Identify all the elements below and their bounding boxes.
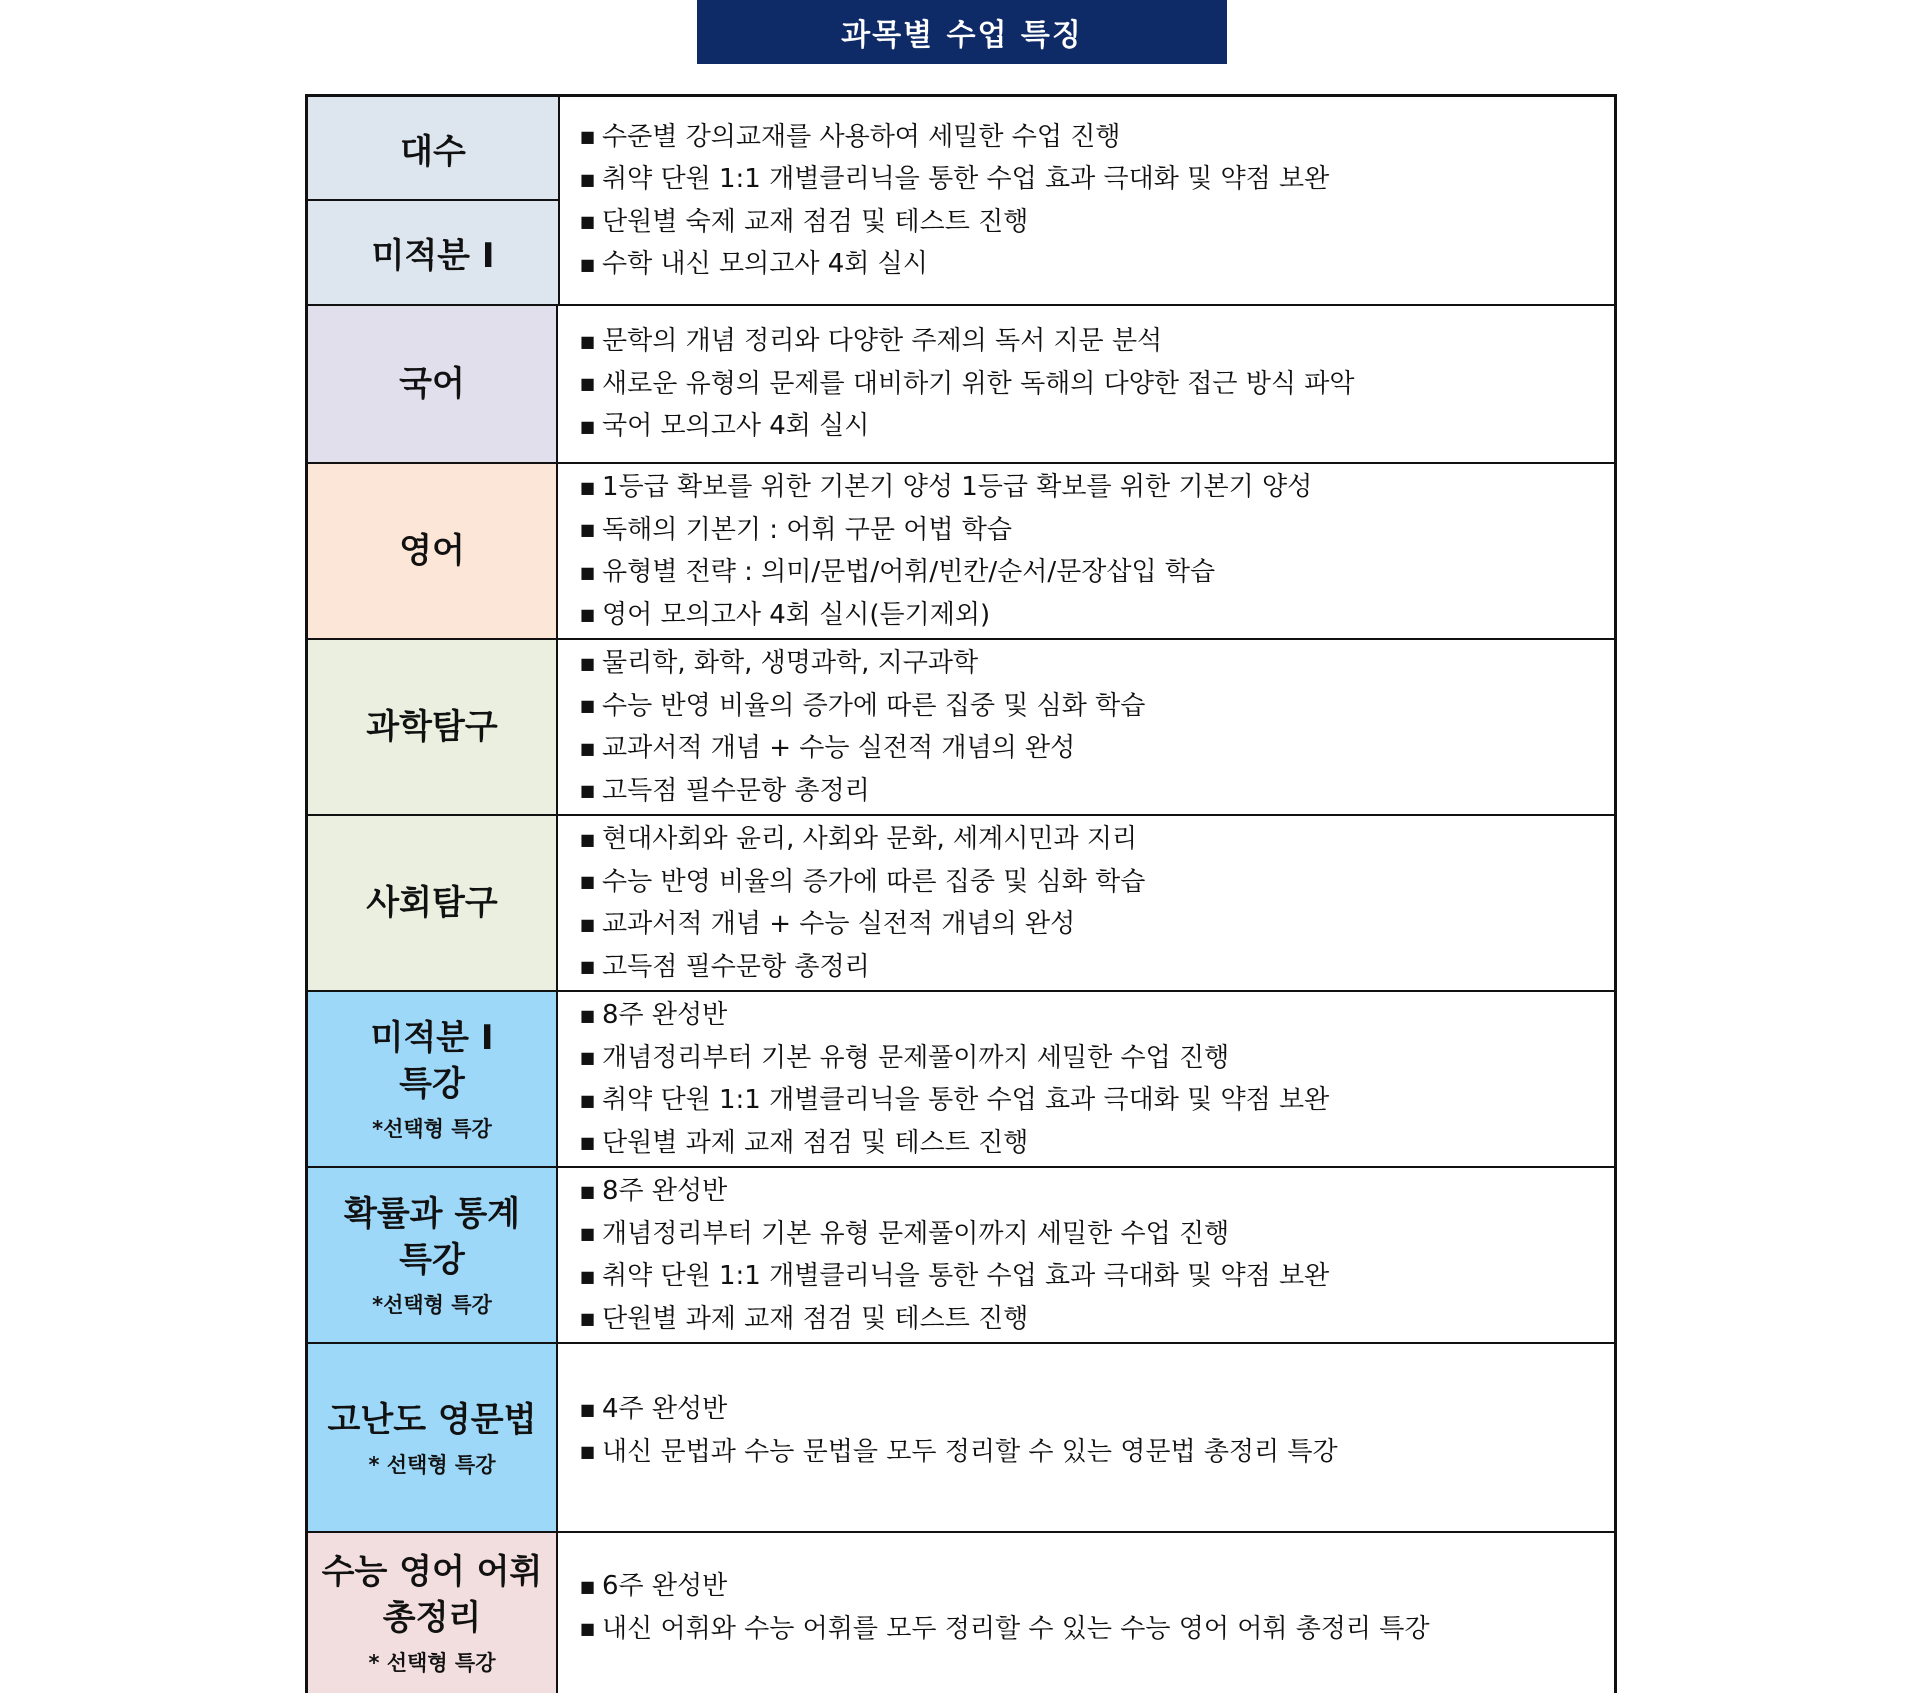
bullet-icon: ■: [580, 872, 596, 891]
subject-label-korean: 국어: [308, 306, 558, 462]
bullet-icon: ■: [580, 1619, 596, 1638]
bullet-icon: ■: [580, 1266, 596, 1286]
subject-label-english: 영어: [308, 464, 558, 638]
list-item: ■ 교과서적 개념 + 수능 실전적 개념의 완성: [580, 903, 1614, 946]
table-row-statistics-special: [308, 1168, 1614, 1344]
list-item: ■ 새로운 유형의 문제를 대비하기 위한 독해의 다양한 접근 방식 파악: [580, 363, 1614, 406]
list-item: ■ 단원별 과제 교재 점검 및 테스트 진행: [580, 1298, 1614, 1341]
list-item: ■ 수능 반영 비율의 증가에 따른 집중 및 심화 학습: [580, 685, 1614, 728]
list-item: ■ 영어 모의고사 4회 실시(듣기제외): [580, 594, 1614, 637]
table-row-math: [308, 97, 1614, 306]
row-description: [560, 464, 1614, 638]
optional-course-note: *선택형 특강: [372, 1293, 492, 1317]
list-item: ■ 내신 문법과 수능 문법을 모두 정리할 수 있는 영문법 총정리 특강: [580, 1431, 1614, 1474]
bullet-icon: ■: [580, 957, 596, 976]
subject-label-statistics-special: 확률과 통계 특강 *선택형 특강: [308, 1168, 558, 1342]
subject-label-social: 사회탐구: [308, 816, 558, 990]
list-item: ■ 유형별 전략 : 의미/문법/어휘/빈칸/순서/문장삽입 학습: [580, 551, 1614, 594]
math-subject-column: [308, 97, 560, 304]
optional-course-note: * 선택형 특강: [368, 1651, 496, 1675]
subject-table: [305, 94, 1617, 1693]
bullet-icon: ■: [580, 1442, 596, 1461]
bullet-icon: ■: [580, 520, 596, 539]
list-item: ■ 취약 단원 1:1 개별클리닉을 통한 수업 효과 극대화 및 약점 보완: [580, 1255, 1614, 1298]
table-row-korean: [308, 306, 1614, 464]
table-row-social: [308, 816, 1614, 992]
list-item: ■ 독해의 기본기 : 어휘 구문 어법 학습: [580, 509, 1614, 552]
list-item: ■ 문학의 개념 정리와 다양한 주제의 독서 지문 분석: [580, 320, 1614, 363]
row-description: [560, 1533, 1614, 1693]
list-item: ■ 취약 단원 1:1 개별클리닉을 통한 수업 효과 극대화 및 약점 보완: [580, 158, 1614, 201]
bullet-icon: ■: [580, 1309, 596, 1328]
row-description: [560, 306, 1614, 462]
subject-label-calculus: 미적분 I: [308, 201, 558, 304]
list-item: ■ 4주 완성반: [580, 1388, 1614, 1431]
row-description: [560, 992, 1614, 1166]
subject-label-algebra: 대수: [308, 97, 558, 201]
bullet-icon: ■: [580, 1048, 596, 1067]
list-item: ■ 고득점 필수문항 총정리: [580, 770, 1614, 813]
bullet-icon: ■: [580, 696, 596, 715]
bullet-icon: ■: [580, 605, 596, 624]
bullet-icon: ■: [580, 781, 596, 800]
bullet-icon: ■: [580, 169, 596, 189]
list-item: ■ 교과서적 개념 + 수능 실전적 개념의 완성: [580, 727, 1614, 770]
bullet-icon: ■: [580, 212, 596, 231]
table-row-vocabulary-special: [308, 1533, 1614, 1693]
bullet-icon: ■: [580, 477, 596, 497]
row-description: [560, 1344, 1614, 1531]
list-item: ■ 8주 완성반: [580, 994, 1614, 1037]
bullet-icon: ■: [580, 1224, 596, 1243]
bullet-icon: ■: [580, 653, 596, 673]
table-row-english: [308, 464, 1614, 640]
row-description: [560, 816, 1614, 990]
bullet-icon: ■: [580, 1090, 596, 1110]
bullet-icon: ■: [580, 254, 596, 274]
list-item: ■ 수학 내신 모의고사 4회 실시: [580, 243, 1614, 286]
optional-course-note: *선택형 특강: [372, 1117, 492, 1141]
bullet-icon: ■: [580, 1181, 596, 1201]
table-row-calculus-special: [308, 992, 1614, 1168]
list-item: ■ 물리학, 화학, 생명과학, 지구과학: [580, 642, 1614, 685]
list-item: ■ 수능 반영 비율의 증가에 따른 집중 및 심화 학습: [580, 861, 1614, 904]
bullet-icon: ■: [580, 1399, 596, 1419]
subject-label-science: 과학탐구: [308, 640, 558, 814]
bullet-icon: ■: [580, 1133, 596, 1152]
list-item: ■ 고득점 필수문항 총정리: [580, 946, 1614, 989]
row-description: [560, 1168, 1614, 1342]
optional-course-note: * 선택형 특강: [368, 1452, 496, 1477]
bullet-icon: ■: [580, 738, 596, 758]
list-item: ■ 개념정리부터 기본 유형 문제풀이까지 세밀한 수업 진행: [580, 1213, 1614, 1256]
list-item: ■ 1등급 확보를 위한 기본기 양성 1등급 확보를 위한 기본기 양성: [580, 466, 1614, 509]
list-item: ■ 단원별 숙제 교재 점검 및 테스트 진행: [580, 201, 1614, 244]
table-row-science: [308, 640, 1614, 816]
row-description: [560, 97, 1614, 304]
bullet-icon: ■: [580, 1576, 596, 1596]
table-row-grammar-special: [308, 1344, 1614, 1533]
bullet-icon: ■: [580, 331, 596, 351]
bullet-icon: ■: [580, 829, 596, 849]
subject-label-grammar-special: 고난도 영문법 * 선택형 특강: [308, 1344, 558, 1531]
bullet-icon: ■: [580, 914, 596, 934]
bullet-icon: ■: [580, 127, 596, 146]
list-item: ■ 수준별 강의교재를 사용하여 세밀한 수업 진행: [580, 116, 1614, 159]
list-item: ■ 6주 완성반: [580, 1565, 1614, 1608]
bullet-icon: ■: [580, 1005, 596, 1025]
list-item: ■ 취약 단원 1:1 개별클리닉을 통한 수업 효과 극대화 및 약점 보완: [580, 1079, 1614, 1122]
bullet-icon: ■: [580, 562, 596, 582]
subject-label-calculus-special: 미적분 I 특강 *선택형 특강: [308, 992, 558, 1166]
list-item: ■ 내신 어휘와 수능 어휘를 모두 정리할 수 있는 수능 영어 어휘 총정리 특강: [580, 1608, 1614, 1651]
list-item: ■ 국어 모의고사 4회 실시: [580, 405, 1614, 448]
bullet-icon: ■: [580, 416, 596, 436]
list-item: ■ 8주 완성반: [580, 1170, 1614, 1213]
page-title: 과목별 수업 특징: [697, 0, 1227, 64]
list-item: ■ 현대사회와 윤리, 사회와 문화, 세계시민과 지리: [580, 818, 1614, 861]
subject-label-vocabulary-special: 수능 영어 어휘 총정리 * 선택형 특강: [308, 1533, 558, 1693]
list-item: ■ 개념정리부터 기본 유형 문제풀이까지 세밀한 수업 진행: [580, 1037, 1614, 1080]
bullet-icon: ■: [580, 374, 596, 394]
row-description: [560, 640, 1614, 814]
list-item: ■ 단원별 과제 교재 점검 및 테스트 진행: [580, 1122, 1614, 1165]
